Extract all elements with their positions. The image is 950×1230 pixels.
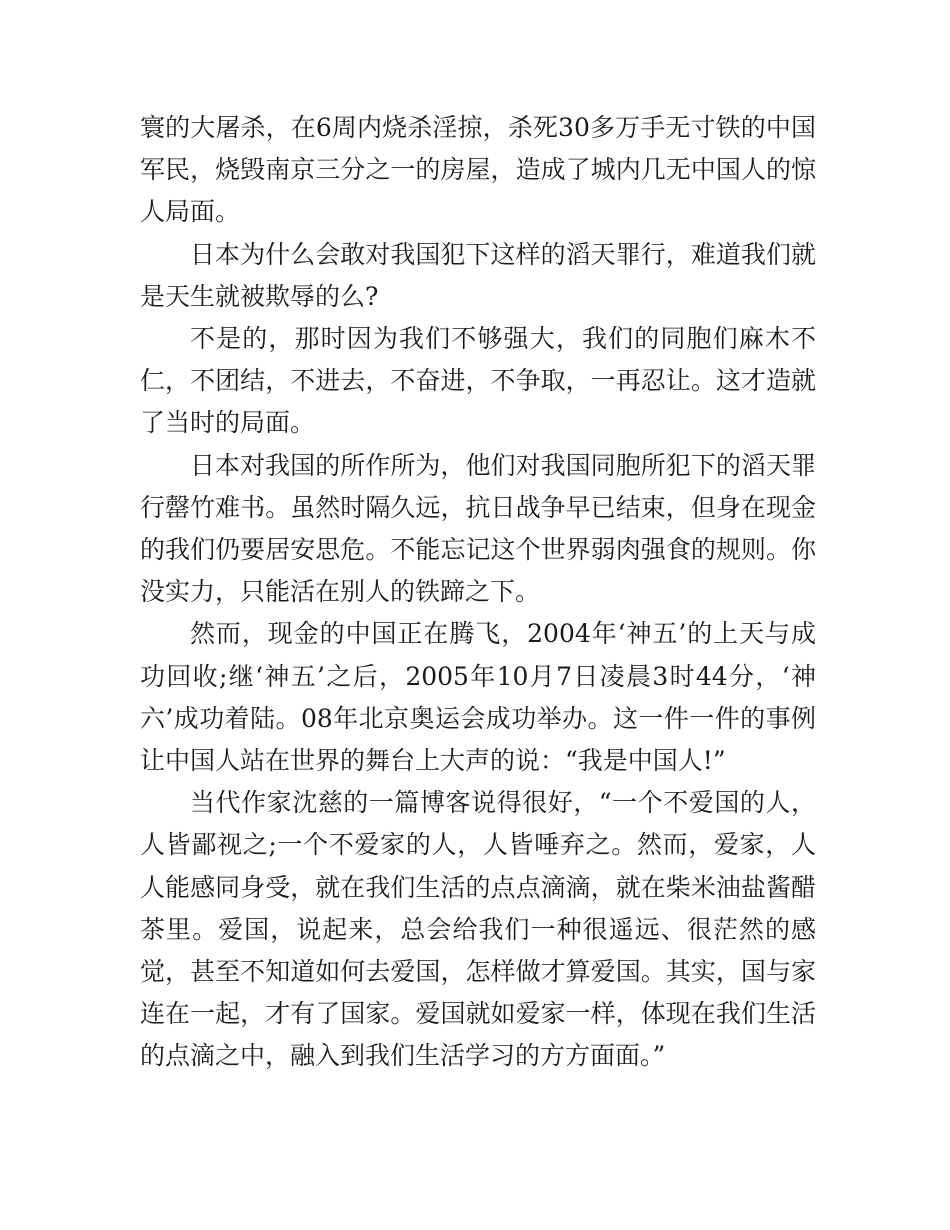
paragraph-2: 日本为什么会敢对我国犯下这样的滔天罪行，难道我们就是天生就被欺辱的么?: [140, 239, 816, 311]
document-body: [140, 107, 816, 1078]
paragraph-5: 然而，现金的中国正在腾飞，2004年‘神五’的上天与成功回收;继‘神五’之后，2005年10月7日凌晨3时44分，‘神六’成功着陆。08年北京奥运会成功举办。这一件一件的事例让中国人站在世界的舞台上大声的说：“我是中国人!”: [140, 619, 816, 776]
paragraph-1: 寰的大屠杀，在6周内烧杀淫掠，杀死30多万手无寸铁的中国军民，烧毁南京三分之一的房屋，造成了城内几无中国人的惊人局面。: [140, 113, 816, 227]
paragraph-6: 当代作家沈慈的一篇博客说得很好，“一个不爱国的人，人皆鄙视之;一个不爱家的人，人皆唾弃之。然而，爱家，人人能感同身受，就在我们生活的点点滴滴，就在柴米油盐酱醋茶里。爱国，说起来，总会给我们一种很遥远、很茫然的感觉，甚至不知道如何去爱国，怎样做才算爱国。其实，国与家连在一起，才有了国家。爱国就如爱家一样，体现在我们生活的点滴之中，融入到我们生活学习的方方面面。”: [140, 788, 816, 1071]
paragraph-3: 不是的，那时因为我们不够强大，我们的同胞们麻木不仁，不团结，不进去，不奋进，不争取，一再忍让。这才造就了当时的局面。: [140, 324, 816, 438]
paragraph-4: 日本对我国的所作所为，他们对我国同胞所犯下的滔天罪行罄竹难书。虽然时隔久远，抗日战争早已结束，但身在现金的我们仍要居安思危。不能忘记这个世界弱肉强食的规则。你没实力，只能活在别人的铁蹄之下。: [140, 450, 816, 607]
